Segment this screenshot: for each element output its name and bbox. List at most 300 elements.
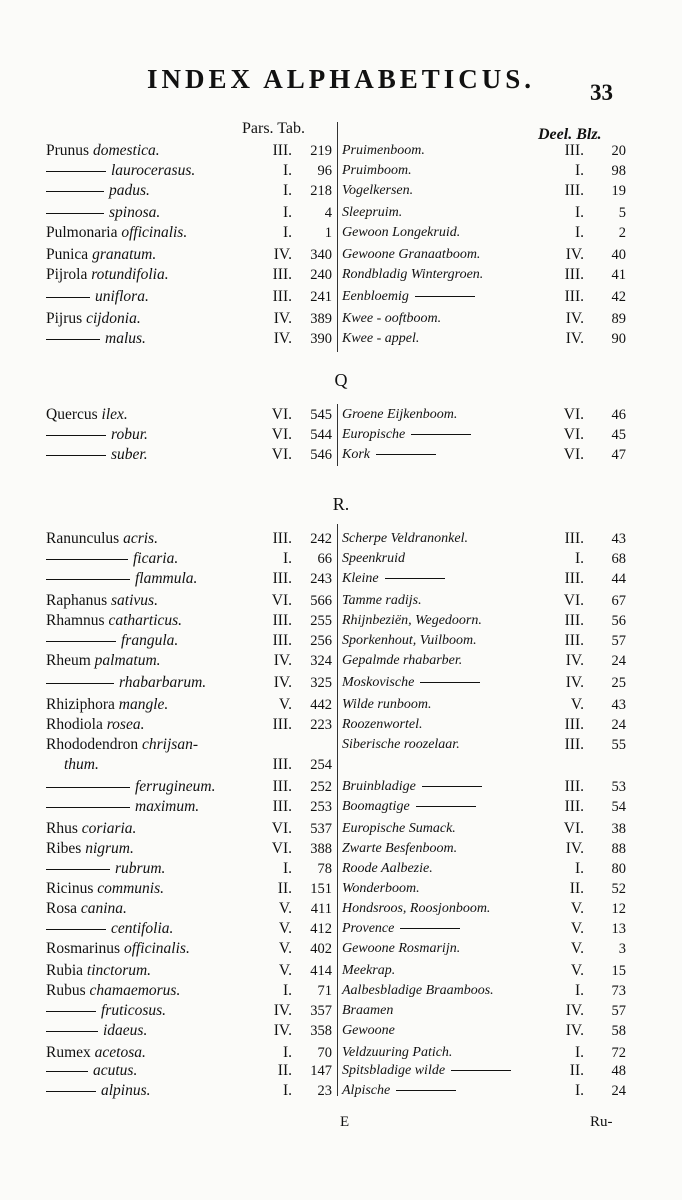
dutch-name: Kwee - ooftboom. [342, 311, 442, 326]
species: thum. [64, 756, 99, 773]
genus: Pulmonaria [46, 224, 122, 241]
blz-number: 24 [611, 1083, 626, 1099]
tab-number: 545 [310, 407, 332, 423]
tab-number: 252 [310, 779, 332, 795]
pars-number: V. [278, 920, 292, 937]
deel-number: III. [564, 182, 584, 199]
species: cijdonia. [86, 310, 141, 327]
index-row [0, 898, 682, 920]
tab-number: 324 [310, 653, 332, 669]
pars-number: VI. [271, 592, 292, 609]
dutch-name: Wonderboom. [342, 881, 420, 896]
dutch-name: Europische [342, 424, 471, 446]
species: spinosa. [109, 204, 161, 221]
latin-name [46, 202, 160, 224]
species: ficaria. [133, 550, 179, 567]
deel-number: I. [574, 204, 584, 221]
pars-number: I. [282, 204, 292, 221]
pars-number: VI. [271, 820, 292, 837]
index-row [0, 796, 682, 818]
genus: Pijrus [46, 310, 87, 327]
deel-number: V. [570, 900, 584, 917]
pars-number: V. [278, 900, 292, 917]
species: palmatum. [94, 652, 161, 669]
species: idaeus. [103, 1022, 148, 1039]
genus: Pijrola [46, 266, 92, 283]
index-row [0, 838, 682, 860]
deel-number: III. [564, 142, 584, 159]
dutch-name: Meekrap. [342, 963, 396, 978]
tab-number: 358 [310, 1023, 332, 1039]
index-row [0, 878, 682, 900]
index-row [0, 980, 682, 1002]
pars-number: VI. [271, 840, 292, 857]
tab-number: 23 [317, 1083, 332, 1099]
species: maximum. [135, 798, 200, 815]
dutch-name: Gewoone [342, 1023, 395, 1038]
dutch-name: Wilde runboom. [342, 697, 432, 712]
blz-number: 41 [611, 267, 626, 283]
pars-tab-header: Pars. Tab. [242, 120, 306, 137]
blz-number: 3 [618, 941, 626, 957]
pars-number: IV. [273, 674, 292, 691]
deel-number: III. [564, 736, 584, 753]
genus: Rheum [46, 652, 95, 669]
index-row [0, 960, 682, 982]
tab-number: 546 [310, 447, 332, 463]
latin-name [46, 548, 178, 570]
ditto-dash [46, 559, 128, 560]
blz-number: 72 [611, 1045, 626, 1061]
genus: Rhamnus [46, 612, 109, 629]
latin-name [46, 328, 146, 350]
pars-number: IV. [273, 652, 292, 669]
species: chrijsan- [142, 736, 198, 753]
pars-number: I. [282, 162, 292, 179]
blz-number: 88 [611, 841, 626, 857]
index-row [0, 568, 682, 590]
index-row [0, 404, 682, 426]
pars-number: IV. [273, 310, 292, 327]
pars-number: I. [282, 982, 292, 999]
deel-number: IV. [565, 330, 584, 347]
blz-number: 24 [611, 717, 626, 733]
deel-number: I. [574, 162, 584, 179]
blz-number: 19 [611, 183, 626, 199]
pars-number: V. [278, 696, 292, 713]
tab-number: 223 [310, 717, 332, 733]
latin-name [46, 714, 144, 736]
pars-number: III. [272, 530, 292, 547]
tab-number: 242 [310, 531, 332, 547]
genus: Quercus [46, 406, 102, 423]
latin-name [46, 222, 187, 244]
genus: Rubus [46, 982, 90, 999]
ditto-dash [46, 641, 116, 642]
ditto-dash [415, 296, 475, 297]
latin-name [46, 796, 199, 818]
pars-number: III. [272, 612, 292, 629]
tab-number: 388 [310, 841, 332, 857]
deel-number: IV. [565, 674, 584, 691]
blz-number: 48 [611, 1063, 626, 1079]
pars-number: I. [282, 1082, 292, 1099]
latin-name [46, 1080, 151, 1102]
latin-name [46, 898, 127, 920]
ditto-dash [411, 434, 471, 435]
tab-number: 78 [317, 861, 332, 877]
tab-number: 1 [324, 225, 332, 241]
deel-number: III. [564, 570, 584, 587]
deel-number: III. [564, 288, 584, 305]
latin-name [46, 610, 182, 632]
blz-number: 80 [611, 861, 626, 877]
ditto-dash [46, 297, 90, 298]
blz-number: 56 [611, 613, 626, 629]
deel-number: VI. [563, 820, 584, 837]
index-row [0, 328, 682, 350]
pars-number: VI. [271, 406, 292, 423]
pars-number: III. [272, 288, 292, 305]
dutch-name: Kleine [342, 568, 445, 590]
dutch-name: Vogelkersen. [342, 183, 414, 198]
latin-name [46, 938, 190, 960]
pars-number: III. [272, 778, 292, 795]
genus: Punica [46, 246, 93, 263]
blz-number: 52 [611, 881, 626, 897]
pars-number: II. [277, 1062, 292, 1079]
index-row [0, 286, 682, 308]
ditto-dash [46, 1091, 96, 1092]
species: mangle. [118, 696, 169, 713]
deel-number: I. [574, 982, 584, 999]
species: rhabarbarum. [119, 674, 207, 691]
ditto-dash [385, 578, 445, 579]
tab-number: 4 [324, 205, 332, 221]
species: nigrum. [85, 840, 134, 857]
pars-number: IV. [273, 246, 292, 263]
latin-name [46, 244, 156, 266]
blz-number: 38 [611, 821, 626, 837]
latin-name [46, 568, 197, 590]
dutch-name: Veldzuuring Patich. [342, 1045, 453, 1060]
genus: Rumex [46, 1044, 95, 1061]
genus: Rosa [46, 900, 81, 917]
species: malus. [105, 330, 146, 347]
deel-number: III. [564, 632, 584, 649]
pars-number: V. [278, 962, 292, 979]
deel-number: VI. [563, 446, 584, 463]
latin-name [46, 734, 198, 756]
deel-number: V. [570, 696, 584, 713]
deel-blz-header: Deel. Blz. [538, 126, 602, 143]
pars-number: I. [282, 550, 292, 567]
latin-name [46, 672, 206, 694]
pars-number: III. [272, 570, 292, 587]
ditto-dash [46, 339, 100, 340]
blz-number: 44 [611, 571, 626, 587]
index-row [0, 244, 682, 266]
deel-number: VI. [563, 592, 584, 609]
tab-number: 390 [310, 331, 332, 347]
dutch-name: Aalbesbladige Braamboos. [342, 983, 494, 998]
index-row [0, 160, 682, 182]
latin-name [46, 858, 165, 880]
blz-number: 13 [611, 921, 626, 937]
latin-name [64, 754, 99, 776]
ditto-dash [46, 191, 104, 192]
dutch-name: Siberische roozelaar. [342, 737, 460, 752]
species: robur. [111, 426, 148, 443]
deel-number: IV. [565, 1022, 584, 1039]
deel-number: IV. [565, 246, 584, 263]
genus: Ribes [46, 840, 86, 857]
index-row [0, 694, 682, 716]
index-row [0, 140, 682, 162]
species: communis. [97, 880, 164, 897]
latin-name [46, 180, 150, 202]
page-title: INDEX ALPHABETICUS. [146, 64, 536, 94]
blz-number: 68 [611, 551, 626, 567]
dutch-name: Pruimboom. [342, 163, 412, 178]
blz-number: 98 [611, 163, 626, 179]
latin-name [46, 818, 136, 840]
section-letter: Q [334, 370, 348, 390]
dutch-name: Europische Sumack. [342, 821, 456, 836]
dutch-name: Sporkenhout, Vuilboom. [342, 633, 477, 648]
ditto-dash [46, 807, 130, 808]
species: catharticus. [108, 612, 183, 629]
dutch-name: Gewoone Granaatboom. [342, 247, 481, 262]
deel-number: III. [564, 798, 584, 815]
index-row [0, 734, 682, 756]
species: rosea. [106, 716, 145, 733]
index-row [0, 308, 682, 330]
tab-number: 566 [310, 593, 332, 609]
deel-number: V. [570, 962, 584, 979]
latin-name [46, 918, 173, 940]
deel-number: IV. [565, 840, 584, 857]
deel-number: V. [570, 920, 584, 937]
blz-number: 43 [611, 697, 626, 713]
tab-number: 537 [310, 821, 332, 837]
species: padus. [109, 182, 150, 199]
index-row [0, 650, 682, 672]
blz-number: 57 [611, 633, 626, 649]
section-letter: R. [332, 494, 350, 514]
species: suber. [111, 446, 148, 463]
dutch-name: Tamme radijs. [342, 593, 422, 608]
species: tinctorum. [86, 962, 152, 979]
tab-number: 357 [310, 1003, 332, 1019]
species: centifolia. [111, 920, 174, 937]
tab-number: 256 [310, 633, 332, 649]
latin-name [46, 308, 141, 330]
dutch-name: Boomagtige [342, 796, 476, 818]
blz-number: 58 [611, 1023, 626, 1039]
dutch-name: Speenkruid [342, 551, 405, 566]
dutch-name: Roode Aalbezie. [342, 861, 433, 876]
ditto-dash [422, 786, 482, 787]
blz-number: 73 [611, 983, 626, 999]
pars-number: III. [272, 632, 292, 649]
blz-number: 25 [611, 675, 626, 691]
latin-name [46, 694, 168, 716]
signature-mark: E [340, 1114, 350, 1130]
tab-number: 151 [310, 881, 332, 897]
index-row [0, 1080, 682, 1102]
ditto-dash [46, 1031, 98, 1032]
species: granatum. [92, 246, 157, 263]
index-row [0, 1060, 682, 1082]
ditto-dash [46, 787, 130, 788]
species: uniflora. [95, 288, 149, 305]
index-row [0, 180, 682, 202]
genus: Rubia [46, 962, 87, 979]
blz-number: 57 [611, 1003, 626, 1019]
species: coriaria. [81, 820, 137, 837]
latin-name [46, 1020, 147, 1042]
blz-number: 42 [611, 289, 626, 305]
tab-number: 218 [310, 183, 332, 199]
index-row [0, 610, 682, 632]
deel-number: II. [569, 880, 584, 897]
pars-number: III. [272, 716, 292, 733]
tab-number: 96 [317, 163, 332, 179]
species: acutus. [93, 1062, 138, 1079]
ditto-dash [420, 682, 480, 683]
index-row [0, 424, 682, 446]
dutch-name: Hondsroos, Roosjonboom. [342, 901, 491, 916]
species: domestica. [92, 142, 160, 159]
genus: Ranunculus [46, 530, 124, 547]
blz-number: 54 [611, 799, 626, 815]
dutch-name: Moskovische [342, 672, 480, 694]
index-row [0, 672, 682, 694]
blz-number: 2 [618, 225, 626, 241]
blz-number: 43 [611, 531, 626, 547]
deel-number: III. [564, 266, 584, 283]
species: officinalis. [121, 224, 188, 241]
ditto-dash [451, 1070, 511, 1071]
deel-number: II. [569, 1062, 584, 1079]
deel-number: V. [570, 940, 584, 957]
latin-name [46, 776, 216, 798]
index-row [0, 528, 682, 550]
blz-number: 53 [611, 779, 626, 795]
tab-number: 442 [310, 697, 332, 713]
index-row [0, 222, 682, 244]
ditto-dash [396, 1090, 456, 1091]
ditto-dash [46, 579, 130, 580]
dutch-name: Gepalmde rhabarber. [342, 653, 463, 668]
tab-number: 66 [317, 551, 332, 567]
tab-number: 219 [310, 143, 332, 159]
tab-number: 411 [310, 901, 332, 917]
genus: Rhodiola [46, 716, 107, 733]
pars-number: I. [282, 860, 292, 877]
species: ferrugineum. [135, 778, 216, 795]
index-row [0, 858, 682, 880]
pars-number: IV. [273, 1022, 292, 1039]
index-row [0, 202, 682, 224]
ditto-dash [46, 455, 106, 456]
tab-number: 253 [310, 799, 332, 815]
ditto-dash [46, 435, 106, 436]
tab-number: 241 [310, 289, 332, 305]
dutch-name: Kwee - appel. [342, 331, 420, 346]
latin-name [46, 424, 148, 446]
tab-number: 240 [310, 267, 332, 283]
dutch-name: Rhijnbeziën, Wegedoorn. [342, 613, 482, 628]
genus: Ricinus [46, 880, 98, 897]
species: canina. [80, 900, 127, 917]
index-row [0, 918, 682, 940]
index-row [0, 590, 682, 612]
latin-name [46, 160, 195, 182]
catchword: Ru- [590, 1114, 613, 1130]
tab-number: 255 [310, 613, 332, 629]
pars-number: IV. [273, 330, 292, 347]
dutch-name: Gewoon Longekruid. [342, 225, 461, 240]
deel-number: I. [574, 1082, 584, 1099]
genus: Rhus [46, 820, 82, 837]
tab-number: 70 [317, 1045, 332, 1061]
index-row [0, 548, 682, 570]
latin-name [46, 1060, 137, 1082]
species: acris. [123, 530, 158, 547]
tab-number: 340 [310, 247, 332, 263]
index-row [0, 754, 682, 776]
pars-number: VI. [271, 426, 292, 443]
species: rubrum. [115, 860, 166, 877]
deel-number: IV. [565, 310, 584, 327]
dutch-name: Alpische [342, 1080, 456, 1102]
pars-number: III. [272, 756, 292, 773]
species: chamaemorus. [89, 982, 181, 999]
tab-number: 71 [317, 983, 332, 999]
index-row [0, 1020, 682, 1042]
tab-number: 325 [310, 675, 332, 691]
dutch-name: Groene Eijkenboom. [342, 407, 458, 422]
species: acetosa. [94, 1044, 146, 1061]
pars-number: IV. [273, 1002, 292, 1019]
species: flammula. [135, 570, 198, 587]
page-number: 33 [590, 80, 613, 105]
tab-number: 544 [310, 427, 332, 443]
dutch-name: Scherpe Veldranonkel. [342, 531, 468, 546]
latin-name [46, 264, 169, 286]
latin-name [46, 980, 180, 1002]
dutch-name: Provence [342, 918, 460, 940]
ditto-dash [46, 1071, 88, 1072]
deel-number: I. [574, 860, 584, 877]
index-row [0, 1000, 682, 1022]
pars-number: I. [282, 182, 292, 199]
index-row [0, 938, 682, 960]
tab-number: 389 [310, 311, 332, 327]
species: ilex. [101, 406, 128, 423]
latin-name [46, 960, 151, 982]
pars-number: II. [277, 880, 292, 897]
blz-number: 5 [618, 205, 626, 221]
latin-name [46, 630, 178, 652]
deel-number: I. [574, 1044, 584, 1061]
tab-number: 243 [310, 571, 332, 587]
genus: Rhododendron [46, 736, 143, 753]
tab-number: 147 [310, 1063, 332, 1079]
index-row [0, 264, 682, 286]
